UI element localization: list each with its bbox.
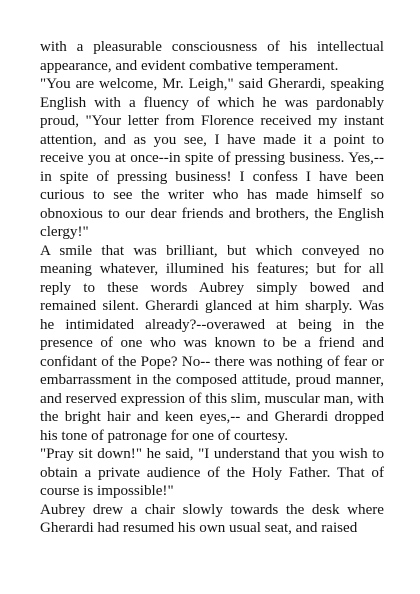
paragraph: "Pray sit down!" he said, "I understand that you wish to obtain a private audience of the Holy Father. That of course is impossible!" [40, 446, 384, 499]
paragraph: with a pleasurable consciousness of his intellectual appearance, and evident combative temperament. [40, 39, 384, 74]
page-text [40, 38, 384, 538]
paragraph: A smile that was brilliant, but which conveyed no meaning whatever, illumined his features; but for all reply to these words Aubrey simply bowed and remained silent. Gherardi glanced at him sharply. Was he intimidated already?--overawed at being in the presence of one who was known to be a friend and confidant of the Pope? No-- there was nothing of fear or embarrassment in the composed attitude, proud manner, and reserved expression of this slim, muscular man, with the bright hair and keen eyes,-- and Gherardi dropped his tone of patronage for one of courtesy. [40, 242, 384, 444]
paragraph: "You are welcome, Mr. Leigh," said Gherardi, speaking English with a fluency of which he was pardonably proud, "Your letter from Florence received my instant attention, and as you see, I have made it a point to receive you at once--in spite of pressing business. Yes,-- in spite of pressing business! I confess I have been curious to see the writer who has made himself so obnoxious to our dear friends and brothers, the English clergy!" [40, 76, 384, 240]
paragraph: Aubrey drew a chair slowly towards the desk where Gherardi had resumed his own usual seat, and raised [40, 501, 384, 536]
